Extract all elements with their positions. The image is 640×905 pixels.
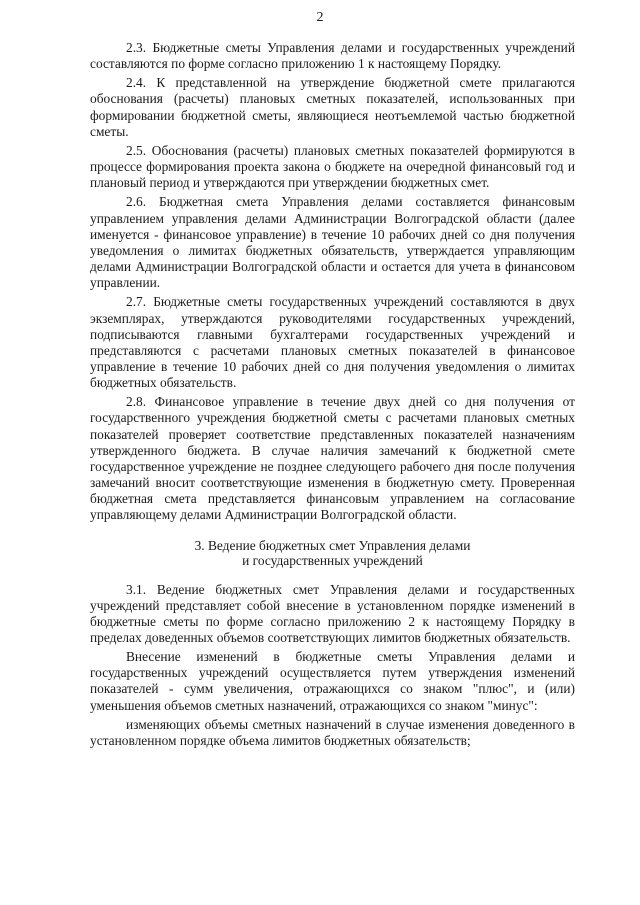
section-heading-line-1: 3. Ведение бюджетных смет Управления делами: [194, 537, 471, 553]
paragraph-2-6: 2.6. Бюджетная смета Управления делами составляется финансовым управлением управления делами Администрации Волгоградской области (далее именуется - финансовое управление) в течение 10 рабочих дней со дня получения уведомления о лимитах бюджетных обязательств, утверждается управляющим делами Администрации Волгоградской области и остается для учета в финансовом управлении.: [90, 194, 575, 291]
paragraph-3-1: 3.1. Ведение бюджетных смет Управления делами и государственных учреждений представляет собой внесение в установленном порядке изменений в бюджетные сметы по форме согласно приложению 2 к настоящему Порядку в пределах доведенных объемов соответствующих лимитов бюджетных обязательств.: [90, 581, 575, 645]
paragraph-2-3: 2.3. Бюджетные сметы Управления делами и государственных учреждений составляются по форме согласно приложению 1 к настоящему Порядку.: [90, 40, 575, 72]
document-body: [90, 40, 575, 752]
section-heading: [90, 538, 575, 568]
paragraph-changing-volumes: изменяющих объемы сметных назначений в случае изменения доведенного в установленном порядке объема лимитов бюджетных обязательств;: [90, 716, 575, 748]
page-number: 2: [316, 10, 324, 25]
paragraph-2-8: 2.8. Финансовое управление в течение двух дней со дня получения от государственного учреждения бюджетной сметы с расчетами плановых сметных показателей проверяет соответствие представленных показателей назначениям утвержденного бюджета. В случае наличия замечаний к бюджетной смете государственное учреждение не позднее следующего рабочего дня после получения замечаний вносит соответствующие изменения в бюджетную смету. Проверенная бюджетная смета представляется финансовым управлением на согласование управляющему делами Администрации Волгоградской области.: [90, 394, 575, 523]
paragraph-changes: Внесение изменений в бюджетные сметы Управления делами и государственных учреждений осуществляется путем утверждения изменений показателей - сумм увеличения, отражающихся со знаком "плюс", и (или) уменьшения объемов сметных назначений, отражающихся со знаком "минус":: [90, 649, 575, 713]
paragraph-2-5: 2.5. Обоснования (расчеты) плановых сметных показателей формируются в процессе формирования проекта закона о бюджете на очередной финансовый год и плановый период и утверждаются при утверждении бюджетных смет.: [90, 142, 575, 191]
section-heading-line-2: и государственных учреждений: [242, 552, 423, 568]
paragraph-2-4: 2.4. К представленной на утверждение бюджетной смете прилагаются обоснования (расчеты) плановых сметных показателей, использованных при формировании бюджетной сметы, являющиеся неотъемлемой частью бюджетной сметы.: [90, 75, 575, 139]
paragraph-2-7: 2.7. Бюджетные сметы государственных учреждений составляются в двух экземплярах, утверждаются руководителями государственных учреждений, подписываются главными бухгалтерами государственных учреждений и представляются с расчетами плановых сметных показателей в финансовое управление в течение 10 рабочих дней со дня получения уведомления о лимитах бюджетных обязательств.: [90, 294, 575, 391]
